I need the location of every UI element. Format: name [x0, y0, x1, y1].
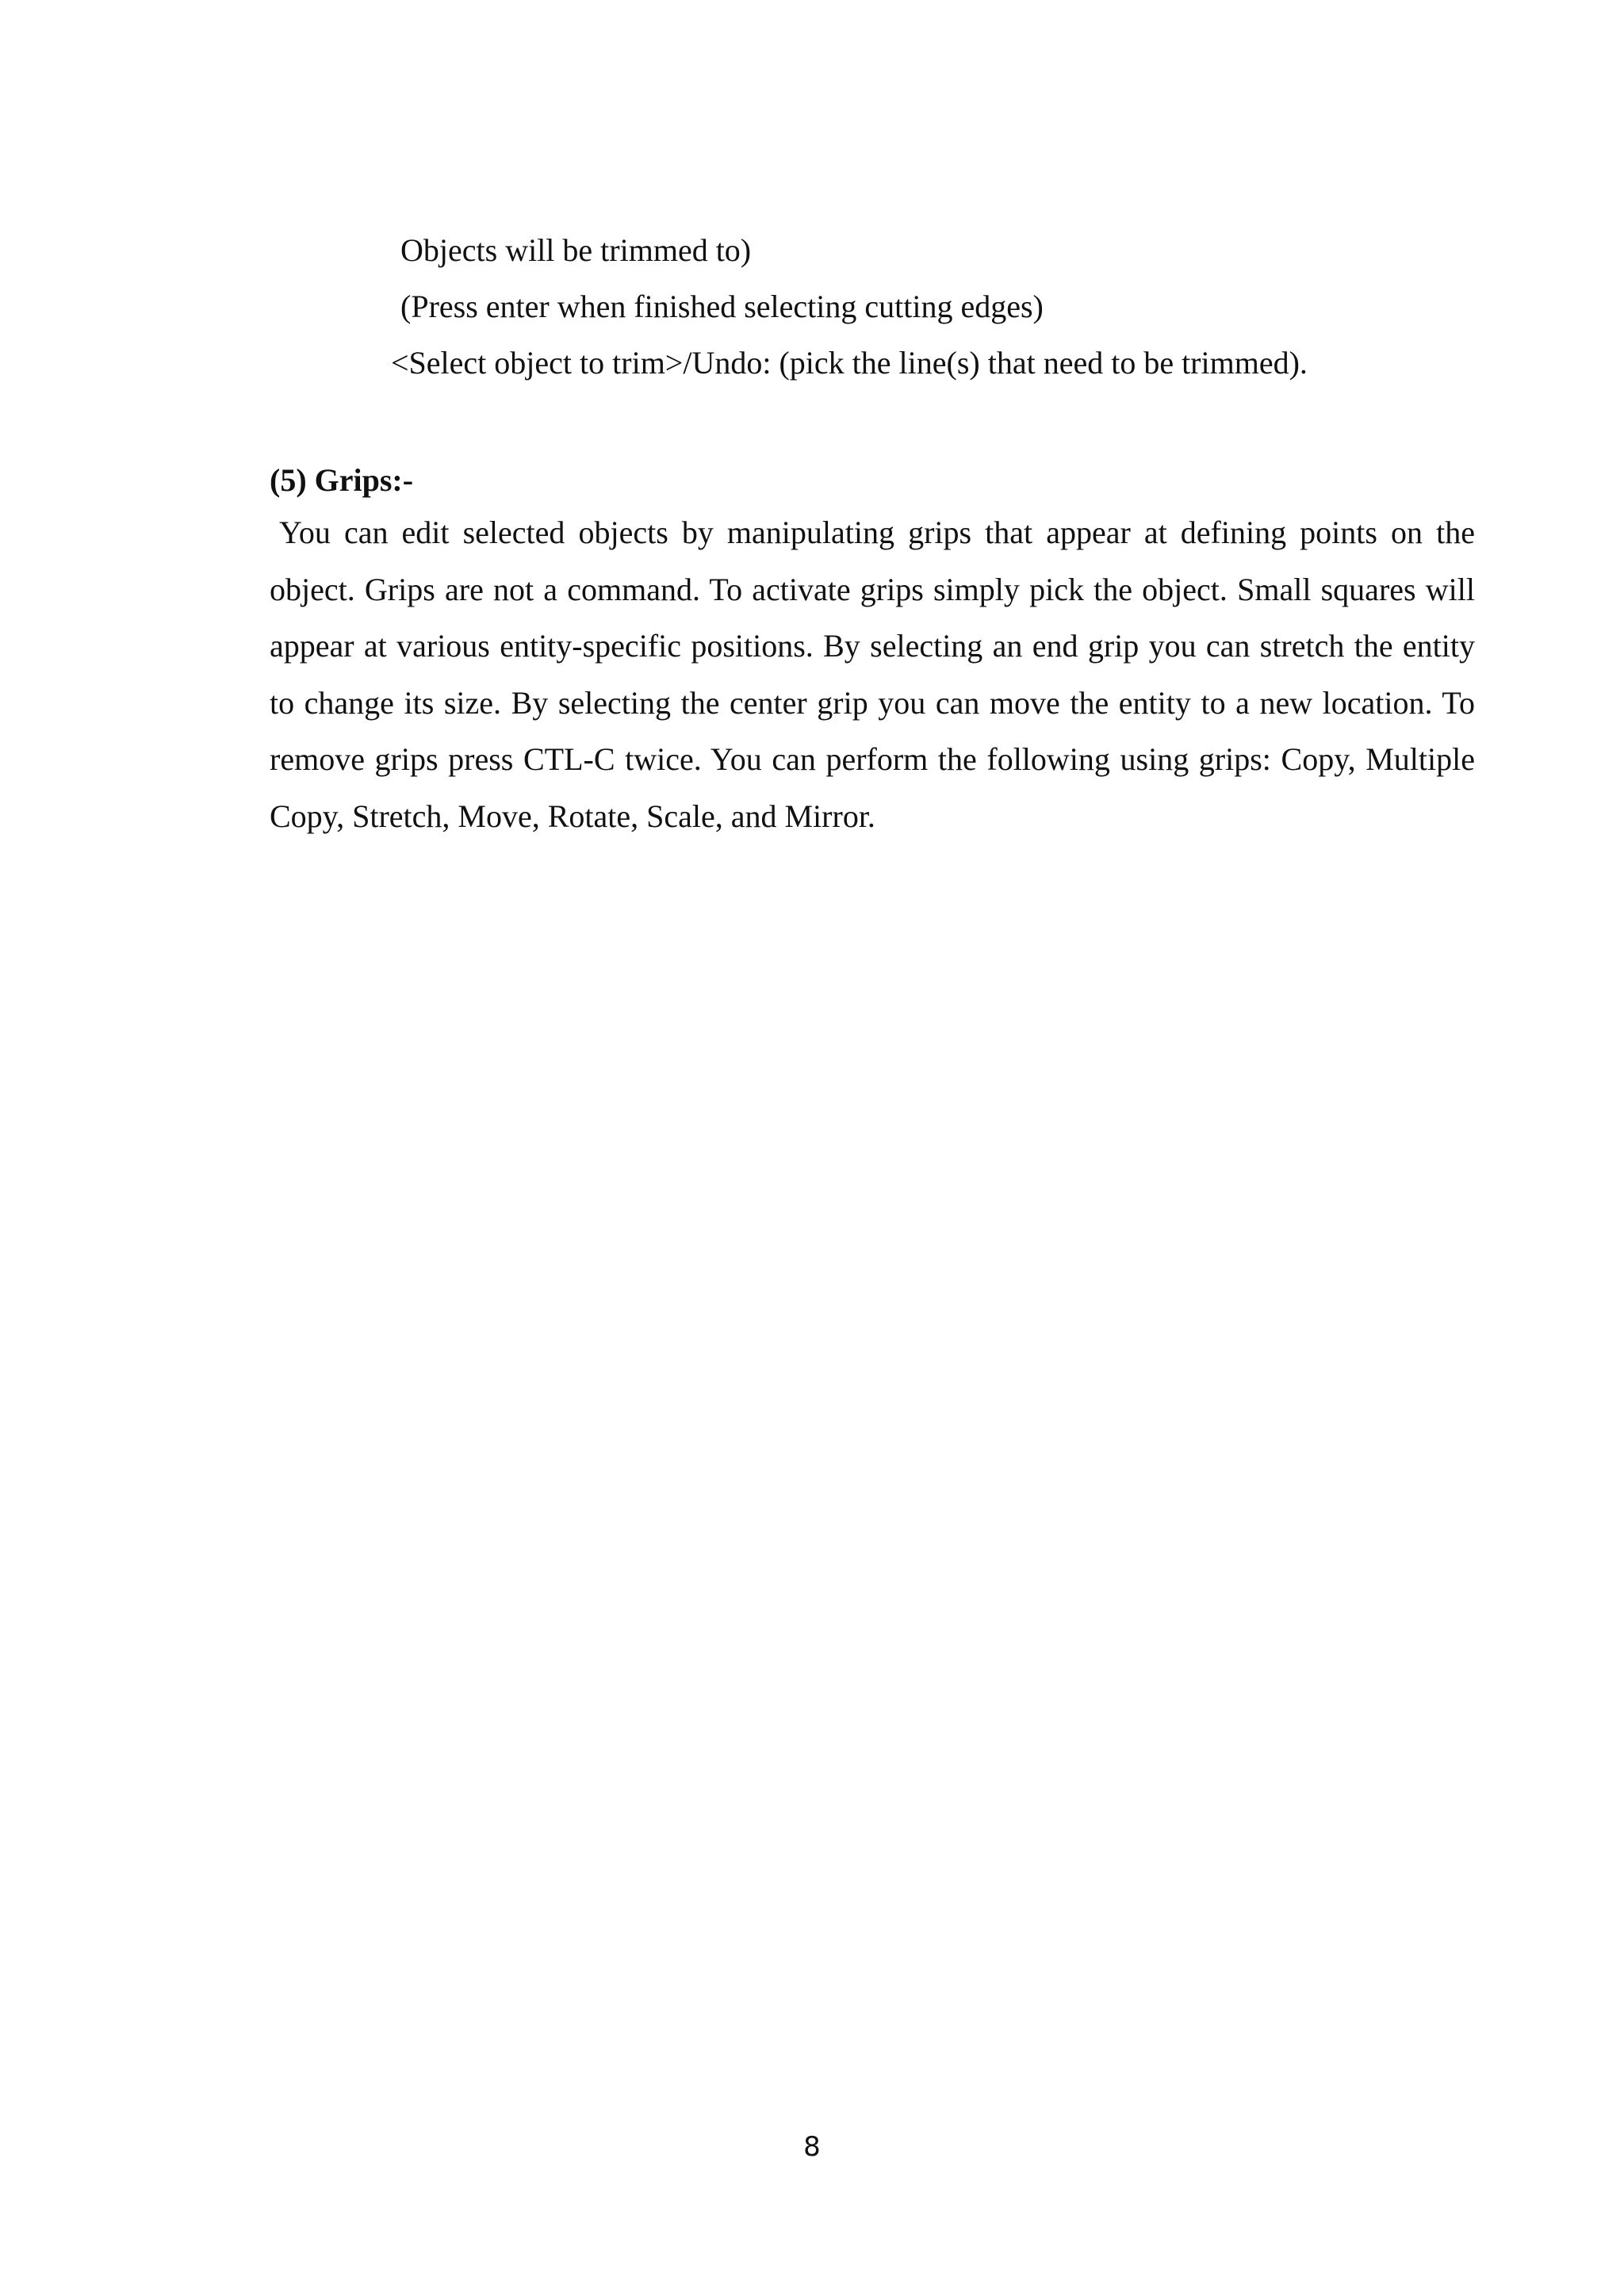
page-number: 8: [803, 2131, 821, 2163]
trim-prompt-line-1: Objects will be trimmed to): [400, 232, 752, 268]
trim-prompt-line-2: (Press enter when finished selecting cutting edges): [400, 289, 1044, 324]
trim-prompt-line-3: <Select object to trim>/Undo: (pick the line(s) that need to be trimmed).: [391, 345, 1308, 381]
section-heading-grips: (5) Grips:-: [270, 462, 414, 498]
grips-paragraph: You can edit selected objects by manipulating grips that appear at defining points on the object. Grips are not a command. To activate grips simply pick the object. Small squares will appear at various entity-specific positions. By selecting an end grip you can stretch the entity to change its size. By selecting the center grip you can move the entity to a new location. To remove grips press CTL-C twice. You can perform the following using grips: Copy, Multiple Copy, Stretch, Move, Rotate, Scale, and Mirror.: [270, 515, 1475, 834]
